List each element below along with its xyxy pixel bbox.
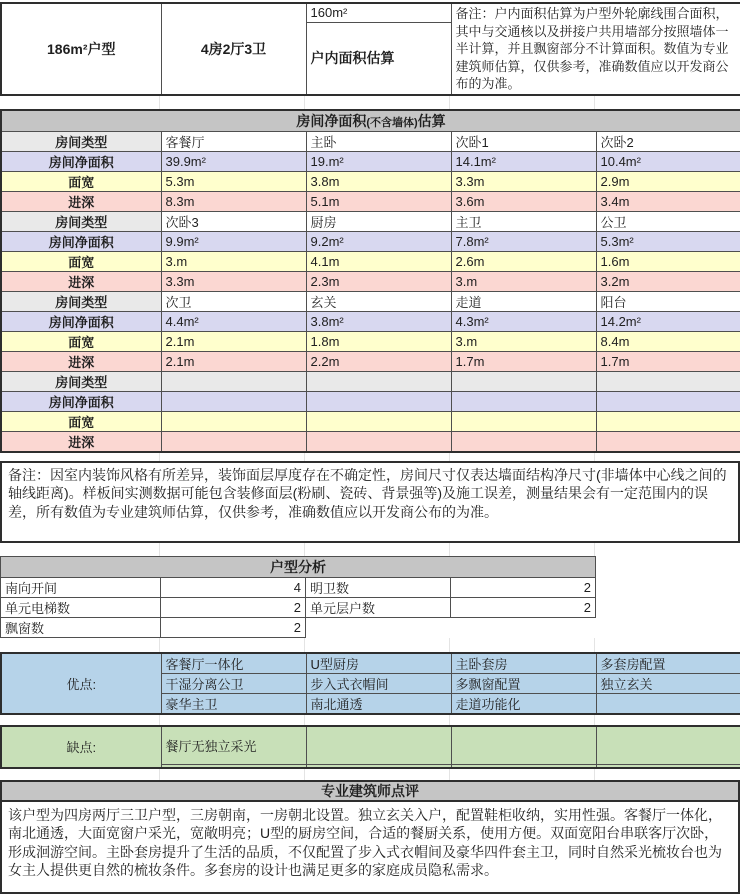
metric-label: 单元电梯数	[1, 597, 161, 617]
analysis-table	[0, 556, 596, 638]
room-depth-cell: 3.4m	[596, 191, 740, 211]
pro-item: 客餐厅一体化	[161, 653, 306, 674]
cons-label: 缺点:	[1, 726, 161, 768]
room-width-cell: 2.1m	[161, 331, 306, 351]
room-area-cell: 3.8m²	[306, 311, 451, 331]
room-depth-cell: 3.6m	[451, 191, 596, 211]
room-type-cell: 次卧2	[596, 131, 740, 151]
con-item: 餐厅无独立采光	[161, 726, 306, 765]
room-width-cell	[161, 411, 306, 431]
row-label-area: 房间净面积	[1, 311, 161, 331]
room-type-cell	[596, 371, 740, 391]
grid-gap	[0, 715, 740, 725]
row-label-depth: 进深	[1, 271, 161, 291]
room-type-cell	[306, 371, 451, 391]
grid-gap	[0, 453, 740, 461]
row-label-depth: 进深	[1, 431, 161, 452]
unit-layout-cell: 4房2厅3卫	[161, 3, 306, 95]
room-type-cell: 客餐厅	[161, 131, 306, 151]
row-label-width: 面宽	[1, 411, 161, 431]
room-type-cell: 次卧3	[161, 211, 306, 231]
row-label-width: 面宽	[1, 251, 161, 271]
pro-item: 多飘窗配置	[451, 673, 596, 693]
con-item	[596, 726, 740, 765]
room-type-cell: 走道	[451, 291, 596, 311]
top-note: 备注：户内面积估算为户型外轮廓线围合面积，其中与交通核以及拼接户共用墙部分按照墙体一半计算，并且飘窗部分不计算面积。数值为专业建筑师估算，仅供参考，准确数值应以开发商公布的为准。	[451, 3, 740, 95]
room-depth-cell: 2.2m	[306, 351, 451, 371]
room-width-cell: 3.3m	[451, 171, 596, 191]
con-item	[451, 726, 596, 765]
room-type-cell: 公卫	[596, 211, 740, 231]
room-depth-cell	[306, 431, 451, 452]
room-depth-cell: 1.7m	[596, 351, 740, 371]
metric-label: 南向开间	[1, 577, 161, 597]
room-area-cell: 19.m²	[306, 151, 451, 171]
room-width-cell: 3.m	[451, 331, 596, 351]
room-depth-cell: 2.1m	[161, 351, 306, 371]
room-type-cell	[451, 371, 596, 391]
metric-label: 飘窗数	[1, 617, 161, 637]
room-width-cell: 4.1m	[306, 251, 451, 271]
room-area-cell: 14.2m²	[596, 311, 740, 331]
grid-gap	[0, 543, 740, 556]
pro-item: 南北通透	[306, 693, 451, 714]
row-label-width: 面宽	[1, 171, 161, 191]
room-width-cell	[306, 411, 451, 431]
room-type-cell: 次卫	[161, 291, 306, 311]
room-depth-cell: 3.3m	[161, 271, 306, 291]
metric-value: 4	[161, 577, 306, 597]
pro-item: 步入式衣帽间	[306, 673, 451, 693]
row-label-depth: 进深	[1, 351, 161, 371]
top-info-table	[0, 2, 740, 96]
room-width-cell: 2.6m	[451, 251, 596, 271]
grid-gap	[0, 769, 740, 780]
room-area-cell: 7.8m²	[451, 231, 596, 251]
pro-item: 豪华主卫	[161, 693, 306, 714]
room-area-cell	[161, 391, 306, 411]
metric-value: 2	[451, 597, 596, 617]
room-area-table	[0, 109, 740, 453]
pro-item: 独立玄关	[596, 673, 740, 693]
room-depth-cell: 8.3m	[161, 191, 306, 211]
room-area-cell: 5.3m²	[596, 231, 740, 251]
metric-value: 2	[451, 577, 596, 597]
room-depth-cell: 1.7m	[451, 351, 596, 371]
pro-item: 多套房配置	[596, 653, 740, 674]
room-width-cell: 3.8m	[306, 171, 451, 191]
row-label-area: 房间净面积	[1, 231, 161, 251]
room-type-cell: 厨房	[306, 211, 451, 231]
row-label-type: 房间类型	[1, 131, 161, 151]
room-area-cell: 14.1m²	[451, 151, 596, 171]
room-type-cell: 主卫	[451, 211, 596, 231]
room-area-cell: 39.9m²	[161, 151, 306, 171]
room-area-cell: 10.4m²	[596, 151, 740, 171]
room-width-cell	[451, 411, 596, 431]
row-label-area: 房间净面积	[1, 151, 161, 171]
metric-label: 明卫数	[306, 577, 451, 597]
room-type-cell	[161, 371, 306, 391]
pro-item: U型厨房	[306, 653, 451, 674]
empty-area	[306, 617, 596, 637]
measure-note-box: 备注：因室内装饰风格有所差异，装饰面层厚度存在不确定性，房间尺寸仅表达墙面结构净尺寸(非墙体中心线之间的轴线距离)。样板间实测数据可能包含装修面层(粉刷、瓷砖、背景强等)及施工误差，测量结果会有一定范围内的误差，所有数值为专业建筑师估算，仅供参考，准确数值应以开发商公布的为准。	[0, 461, 740, 543]
grid-gap	[0, 638, 740, 652]
con-item	[306, 765, 451, 768]
room-depth-cell: 3.2m	[596, 271, 740, 291]
metric-value: 2	[161, 617, 306, 637]
row-label-type: 房间类型	[1, 371, 161, 391]
pros-table	[0, 652, 740, 715]
room-width-cell	[596, 411, 740, 431]
con-item	[451, 765, 596, 768]
room-type-cell: 次卧1	[451, 131, 596, 151]
room-width-cell: 5.3m	[161, 171, 306, 191]
room-table-title: 房间净面积(不含墙体)估算	[1, 110, 740, 132]
row-label-depth: 进深	[1, 191, 161, 211]
review-text: 该户型为四房两厅三卫户型，三房朝南，一房朝北设置。独立玄关入户，配置鞋柜收纳，实用性强。客餐厅一体化，南北通透，大面宽窗户采光，宽敞明亮；U型的厨房空间，合适的餐厨关系，使用方便。双面宽阳台串联客厅次卧，形成洄游空间。主卧套房提升了生活的品质，不仅配置了步入式衣帽间及豪华四件套主卫，同时自然采光梳妆台也为女主人提供更自然的梳妆条件。多套房的设计也满足更多的家庭成员隐私需求。	[0, 800, 740, 894]
room-depth-cell: 2.3m	[306, 271, 451, 291]
con-item	[161, 765, 306, 768]
metric-value: 2	[161, 597, 306, 617]
room-type-cell: 主卧	[306, 131, 451, 151]
review-title: 专业建筑师点评	[0, 780, 740, 802]
row-label-type: 房间类型	[1, 211, 161, 231]
cons-table	[0, 725, 740, 769]
pro-item: 干湿分离公卫	[161, 673, 306, 693]
row-label-width: 面宽	[1, 331, 161, 351]
inner-area-value: 160m²	[306, 3, 451, 22]
room-type-cell: 阳台	[596, 291, 740, 311]
room-area-cell: 4.3m²	[451, 311, 596, 331]
room-area-cell	[306, 391, 451, 411]
grid-gap	[0, 96, 740, 109]
row-label-type: 房间类型	[1, 291, 161, 311]
con-item	[306, 726, 451, 765]
room-width-cell: 1.8m	[306, 331, 451, 351]
metric-label: 单元层户数	[306, 597, 451, 617]
room-width-cell: 2.9m	[596, 171, 740, 191]
room-width-cell: 8.4m	[596, 331, 740, 351]
room-width-cell: 3.m	[161, 251, 306, 271]
room-depth-cell: 5.1m	[306, 191, 451, 211]
row-label-area: 房间净面积	[1, 391, 161, 411]
inner-area-label: 户内面积估算	[306, 22, 451, 95]
room-area-cell: 9.9m²	[161, 231, 306, 251]
review-section	[0, 780, 740, 894]
room-type-cell: 玄关	[306, 291, 451, 311]
room-depth-cell: 3.m	[451, 271, 596, 291]
room-area-cell	[451, 391, 596, 411]
con-item	[596, 765, 740, 768]
pros-label: 优点:	[1, 653, 161, 714]
room-depth-cell	[596, 431, 740, 452]
pro-item	[596, 693, 740, 714]
room-area-cell: 9.2m²	[306, 231, 451, 251]
analysis-title: 户型分析	[1, 556, 596, 577]
unit-size-cell: 186m²户型	[1, 3, 161, 95]
room-area-cell	[596, 391, 740, 411]
room-area-cell: 4.4m²	[161, 311, 306, 331]
room-width-cell: 1.6m	[596, 251, 740, 271]
room-depth-cell	[161, 431, 306, 452]
room-depth-cell	[451, 431, 596, 452]
pro-item: 主卧套房	[451, 653, 596, 674]
pro-item: 走道功能化	[451, 693, 596, 714]
